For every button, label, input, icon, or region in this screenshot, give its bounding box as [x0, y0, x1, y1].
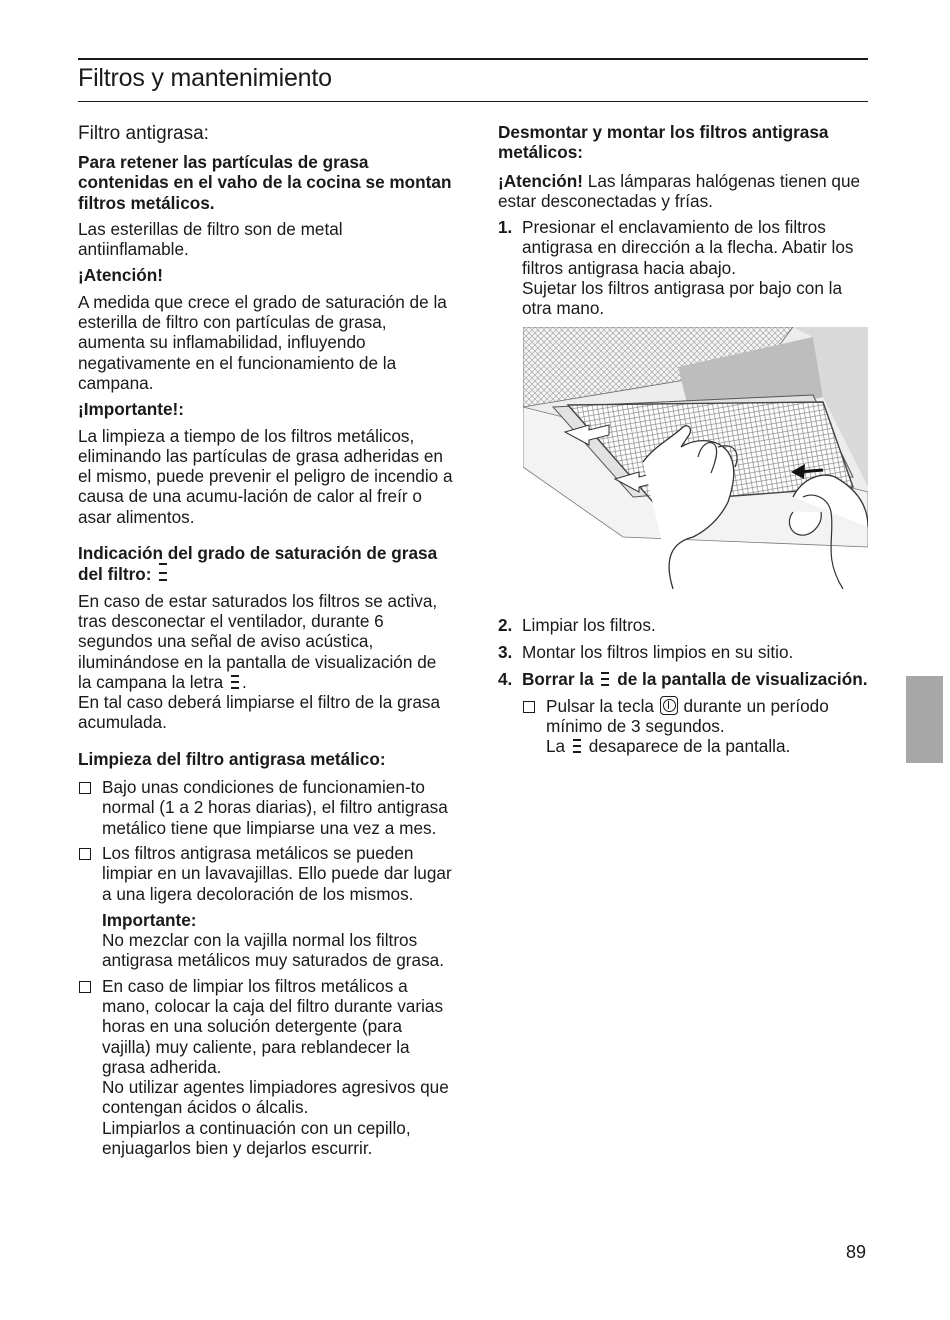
step-text-b: de la pantalla de visualización.: [617, 669, 868, 690]
bullet-note: [102, 910, 453, 971]
section-heading-grease-filter: Filtro antigrasa:: [78, 123, 209, 144]
list-item: [78, 843, 453, 971]
bullet-extra-text: Limpiarlos a continuación con un cepillo, enjuagarlos bien y dejarlos escurrir.: [102, 1117, 411, 1159]
list-item: [78, 777, 453, 838]
saturation-text-a: En caso de estar saturados los filtros se activa, tras desconectar el ventilador, durante 6 segundos una señal de aviso acústica, iluminándose en la pantalla de visualización de la campana la letra: [78, 590, 438, 692]
saturation-paragraph: En caso de estar saturados los filtros se activa, tras desconectar el ventilador, durante 6 segundos una señal de aviso acústica, iluminándose en la pantalla de visualización de la campana la letra . En tal caso deberá limpiarse el filtro de la grasa acumulada.: [78, 590, 441, 733]
step-number: 3.: [498, 641, 513, 662]
sub-text-c-a: La: [546, 736, 566, 757]
sub-text-a: Pulsar la tecla: [546, 695, 654, 716]
bullet-note-label: Importante:: [102, 909, 197, 930]
right-column: [498, 122, 868, 763]
step-text-2: Sujetar los filtros antigrasa por bajo con la otra mano.: [522, 278, 843, 319]
checkbox-bullet-icon: [523, 701, 535, 713]
step-item: [498, 669, 868, 756]
cleaning-bullet-list: [78, 777, 453, 1158]
power-key-icon: [660, 696, 678, 715]
list-item: [78, 976, 453, 1159]
attention-label: ¡Atención!: [78, 265, 163, 286]
saturation-heading: [78, 543, 453, 585]
intro-paragraph: Las esterillas de filtro son de metal antiinflamable.: [78, 218, 343, 260]
important-paragraph: La limpieza a tiempo de los filtros metálicos, eliminando las partículas de grasa adheridas en el mismo, puede prevenir el peligro de incendio a causa de una acumu-lación de calor al freír o asar alimentos.: [78, 425, 453, 527]
sub-text-c-b: desaparece de la pantalla.: [588, 736, 791, 757]
checkbox-bullet-icon: [79, 981, 91, 993]
saturation-text-b: En tal caso deberá limpiarse el filtro de la grasa acumulada.: [78, 692, 441, 733]
header-rule-bottom: [78, 101, 868, 102]
step-text: Montar los filtros limpios en su sitio.: [522, 641, 794, 662]
sub-instruction: [522, 696, 868, 757]
saturation-symbol-icon: [600, 672, 610, 687]
bullet-text: En caso de limpiar los filtros metálicos a mano, colocar la caja del filtro durante varias horas en una solución detergente (para vajilla) muy caliente, para reblandecer la grasa adherida.: [102, 975, 444, 1077]
right-attention-label: ¡Atención!: [498, 170, 583, 191]
right-attention-text: Las lámparas halógenas tienen que estar desconectadas y frías.: [498, 170, 861, 211]
sub-text-b: durante un período mínimo de 3 segundos.: [546, 695, 829, 736]
saturation-symbol-icon: [230, 675, 240, 690]
page-number: 89: [846, 1242, 867, 1262]
steps-list-a: [498, 217, 868, 318]
step-item: [498, 615, 868, 635]
step-text: Presionar el enclavamiento de los filtros antigrasa en dirección a la flecha. Abatir los filtros antigrasa hacia abajo.: [522, 217, 854, 278]
important-label: ¡Importante!:: [78, 399, 184, 420]
header-rule-top: [78, 58, 868, 60]
saturation-symbol-icon: [572, 739, 582, 754]
intro-bold-paragraph: Para retener las partículas de grasa contenidas en el vaho de la cocina se montan filtros metálicos.: [78, 152, 452, 213]
section-heading-remove-filters: Desmontar y montar los filtros antigrasa metálicos:: [498, 122, 829, 163]
right-attention-paragraph: [498, 171, 868, 212]
chapter-side-tab: [906, 676, 943, 763]
step-item: [498, 217, 868, 318]
page-title: Filtros y mantenimiento: [78, 64, 332, 92]
attention-paragraph: A medida que crece el grado de saturación de la esterilla de filtro con partículas de grasa, aumenta su inflamabilidad, influyendo negativamente en el funcionamiento de la campana.: [78, 291, 447, 393]
step-text-a: Borrar la: [522, 669, 594, 690]
bullet-note-text: No mezclar con la vajilla normal los filtros antigrasa metálicos muy saturados de grasa.: [102, 930, 445, 971]
cleaning-heading: Limpieza del filtro antigrasa metálico:: [78, 748, 386, 769]
step-number: 1.: [498, 217, 513, 238]
left-column: [78, 122, 453, 1163]
saturation-heading-text: Indicación del grado de saturación de grasa del filtro:: [78, 543, 438, 585]
filter-removal-illustration: [523, 327, 868, 589]
step-number: 2.: [498, 614, 513, 635]
bullet-extra-text: No utilizar agentes limpiadores agresivos que contengan ácidos o álcalis.: [102, 1077, 449, 1118]
checkbox-bullet-icon: [79, 848, 91, 860]
bullet-text: Bajo unas condiciones de funcionamien-to normal (1 a 2 horas diarias), el filtro antigrasa metálico tiene que limpiarse una vez a mes.: [102, 777, 448, 838]
bullet-text: Los filtros antigrasa metálicos se pueden limpiar en un lavavajillas. Ello puede dar lugar a una ligera decoloración de los mismos.: [102, 842, 452, 904]
saturation-symbol-icon: [158, 563, 168, 582]
step-number: 4.: [498, 669, 513, 690]
steps-list-b: [498, 615, 868, 757]
checkbox-bullet-icon: [79, 782, 91, 794]
step-item: [498, 642, 868, 662]
step-text: Limpiar los filtros.: [522, 614, 656, 635]
